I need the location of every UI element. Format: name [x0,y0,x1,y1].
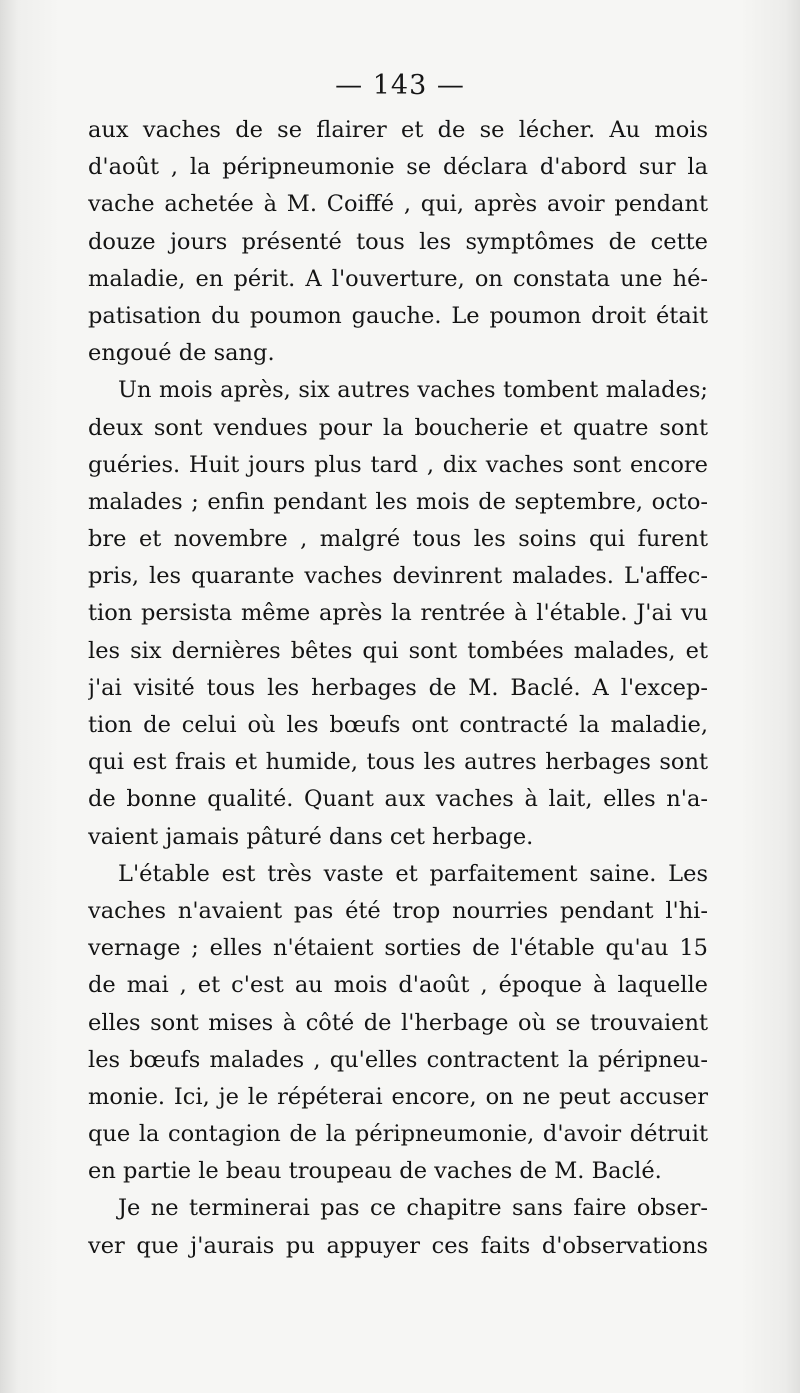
text-line: elles sont mises à côté de l'herbage où se trouvaient [88,1009,708,1036]
text-line: Je ne terminerai pas ce chapitre sans faire obser- [118,1195,708,1222]
text-line: aux vaches de se flairer et de se lécher. Au mois [88,117,708,143]
page-number: — 143 — [335,70,465,101]
text-line: j'ai visité tous les herbages de M. Baclé. A l'excep- [88,674,708,701]
text-line: malades ; enfin pendant les mois de septembre, octo- [88,488,708,515]
text-line: engoué de sang. [88,340,275,367]
text-line: d'août , la péripneumonie se déclara d'abord sur la [88,154,708,181]
paragraph [88,112,708,372]
paragraph [88,1190,708,1264]
text-line: Un mois après, six autres vaches tombent malades; [118,377,708,404]
text-line: tion persista même après la rentrée à l'étable. J'ai vu [88,600,708,627]
text-line: de mai , et c'est au mois d'août , époque à laquelle [88,972,708,999]
text-line: tion de celui où les bœufs ont contracté la maladie, [88,712,708,738]
text-line: que la contagion de la péripneumonie, d'avoir détruit [88,1121,708,1148]
text-line: patisation du poumon gauche. Le poumon droit était [88,302,708,329]
text-line: les bœufs malades , qu'elles contractent la péripneu- [88,1046,708,1073]
text-line: monie. Ici, je le répéterai encore, on ne peut accuser [88,1083,708,1110]
text-line: vernage ; elles n'étaient sorties de l'étable qu'au 15 [88,935,708,962]
text-line: ver que j'aurais pu appuyer ces faits d'observations [88,1232,708,1259]
text-line: vache achetée à M. Coiffé , qui, après avoir pendant [88,191,708,218]
body-text [88,112,708,1265]
text-line: guéries. Huit jours plus tard , dix vaches sont encore [88,451,708,478]
text-line: en partie le beau troupeau de vaches de M. Baclé. [88,1158,662,1185]
paragraph [88,372,708,855]
text-line: vaient jamais pâturé dans cet herbage. [88,823,534,850]
text-line: L'étable est très vaste et parfaitement saine. Les [118,860,708,887]
text-line: bre et novembre , malgré tous les soins qui furent [88,526,708,553]
text-line: les six dernières bêtes qui sont tombées malades, et [88,637,708,664]
text-line: pris, les quarante vaches devinrent malades. L'affec- [88,563,708,590]
text-line: deux sont vendues pour la boucherie et quatre sont [88,414,708,441]
text-line: maladie, en périt. A l'ouverture, on constata une hé- [88,265,708,292]
text-line: douze jours présenté tous les symptômes de cette [88,228,708,255]
text-line: de bonne qualité. Quant aux vaches à lait, elles n'a- [88,786,708,813]
text-line: qui est frais et humide, tous les autres herbages sont [88,749,708,776]
text-line: vaches n'avaient pas été trop nourries pendant l'hi- [88,897,708,924]
paragraph [88,856,708,1191]
